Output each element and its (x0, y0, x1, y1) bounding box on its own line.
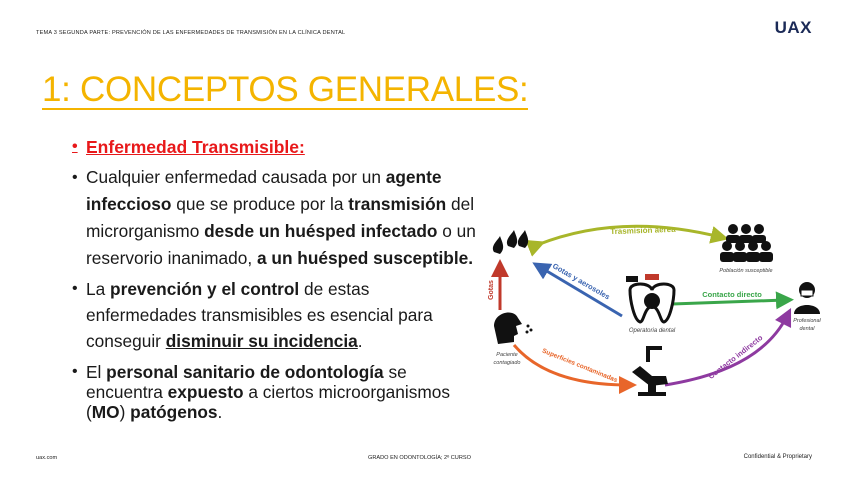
bullet-prevention (72, 276, 482, 354)
definition-text: Cualquier enfermedad causada por un agente infeccioso que se produce por la transmisión del microrganismo desde un huésped infectado o un reservorio inanimado, a un huésped susceptible. (86, 167, 476, 268)
operatory-label: Operatoria dental (628, 328, 676, 334)
definition-heading: Enfermedad Transmisible: (86, 137, 305, 157)
bullet-exposure (72, 362, 482, 422)
bullet-dot: • (72, 280, 78, 297)
patient-label-2: contagiado (493, 360, 521, 366)
population-label: Población susceptible (719, 268, 773, 274)
surfaces-label: Superficies contaminadas (541, 347, 619, 385)
footer-confidential: Confidential & Proprietary (743, 454, 812, 460)
aerosols-arrow (540, 267, 622, 316)
indirect-label: Contacto indirecto (706, 333, 765, 381)
footer-course: GRADO EN ODONTOLOGÍA; 2º CURSO (368, 455, 471, 461)
professional-label-1: Profesional (793, 318, 821, 324)
patient-label-1: Paciente (496, 352, 518, 358)
droplets-icon (493, 230, 528, 254)
population-icon (720, 224, 773, 262)
drops-label: Gotas (488, 280, 495, 300)
slide-body (72, 134, 482, 422)
indirect-arrow (665, 316, 787, 385)
direct-arrow (672, 300, 785, 304)
patient-icon (494, 312, 533, 344)
bullet-dot: • (72, 169, 78, 186)
footer-website: uax.com (36, 455, 58, 461)
prevention-text: La prevención y el control de estas enfermedades transmisibles es esencial para conseguir disminuir su incidencia. (86, 279, 433, 351)
bullet-definition-heading (72, 134, 482, 160)
dentist-icon (794, 282, 820, 314)
bullet-definition (72, 164, 482, 272)
header-subtitle: TEMA 3 SEGUNDA PARTE: PREVENCIÓN DE LAS ENFERMEDADES DE TRANSMISIÓN EN LA CLÍNICA DENTAL (36, 30, 346, 36)
exposure-text: El personal sanitario de odontología se encuentra expuesto a ciertos microorganismos (MO) patógenos. (86, 362, 451, 422)
slide-title: 1: CONCEPTOS GENERALES: (42, 70, 529, 109)
uax-logo: UAX (774, 18, 812, 37)
aerial-arrow (537, 226, 720, 245)
direct-label: Contacto directo (702, 290, 762, 299)
bullet-dot: • (72, 363, 78, 380)
aerial-label: Trasmisión aérea (610, 224, 676, 237)
aerosols-label: Gotas y aerosoles (551, 261, 612, 302)
bullet-dot: • (72, 138, 78, 155)
tooth-icon (626, 274, 674, 322)
dental-chair-icon (632, 346, 668, 396)
surfaces-arrow (514, 345, 628, 385)
professional-label-2: dental (799, 326, 815, 332)
